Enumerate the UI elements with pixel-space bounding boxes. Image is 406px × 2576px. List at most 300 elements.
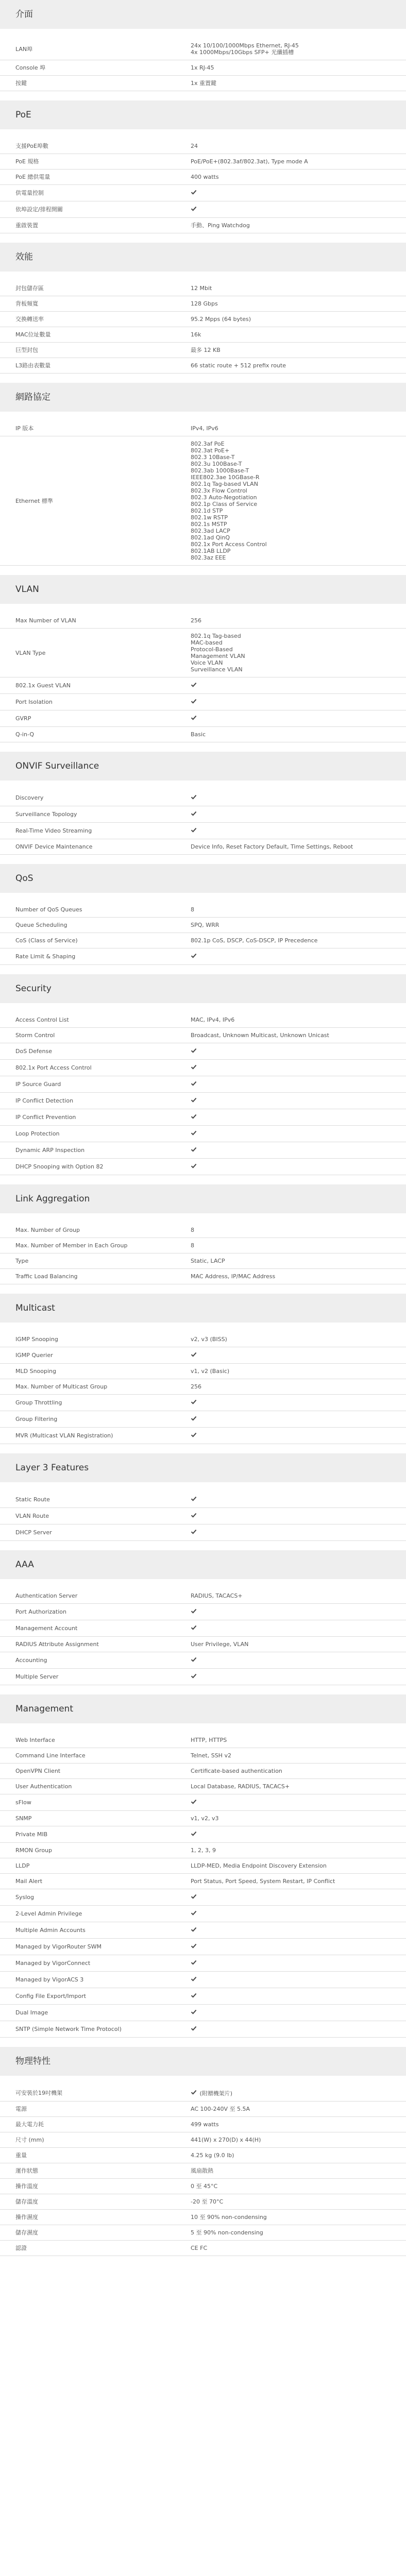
checkmark-icon <box>191 206 197 212</box>
spec-table <box>0 1323 406 1444</box>
spec-value <box>188 1843 406 1858</box>
spec-value <box>188 38 406 60</box>
spec-row <box>0 1906 406 1922</box>
spec-label: ONVIF Device Maintenance <box>0 839 188 855</box>
spec-value <box>188 1794 406 1811</box>
spec-row <box>0 1109 406 1126</box>
spec-value <box>188 629 406 677</box>
spec-label: Loop Protection <box>0 1126 188 1142</box>
spec-row <box>0 1012 406 1028</box>
spec-label: IGMP Snooping <box>0 1332 188 1347</box>
spec-value <box>188 296 406 312</box>
checkmark-icon <box>191 1976 197 1982</box>
spec-row <box>0 1858 406 1874</box>
spec-label: GVRP <box>0 710 188 727</box>
spec-value-line: -20 至 70°C <box>191 2198 224 2205</box>
spec-value <box>188 1492 406 1508</box>
spec-value <box>188 1733 406 1748</box>
section-title: ONVIF Surveillance <box>0 752 406 781</box>
spec-value <box>188 1637 406 1652</box>
spec-value-line: 802.3x Flow Control <box>191 487 247 494</box>
checkmark-icon <box>191 1163 197 1169</box>
spec-row <box>0 1379 406 1395</box>
spec-label: Discovery <box>0 790 188 806</box>
spec-label: 儲存溫度 <box>0 2194 188 2210</box>
section-title: AAA <box>0 1550 406 1579</box>
spec-value <box>188 694 406 710</box>
spec-value <box>188 948 406 965</box>
spec-value-line: 4x 1000Mbps/10Gbps SFP+ 光纖插槽 <box>191 49 294 56</box>
spec-label: 2-Level Admin Privilege <box>0 1906 188 1922</box>
spec-value-line: 1, 2, 3, 9 <box>191 1847 216 1854</box>
spec-section <box>0 383 406 566</box>
spec-label: 巨型封包 <box>0 343 188 358</box>
spec-value <box>188 1652 406 1669</box>
spec-row <box>0 1395 406 1411</box>
spec-value <box>188 1524 406 1541</box>
spec-label: Max. Number of Multicast Group <box>0 1379 188 1395</box>
spec-value-line: Protocol-Based <box>191 646 233 653</box>
spec-label: Managed by VigorConnect <box>0 1955 188 1972</box>
spec-label: 最大電力耗 <box>0 2117 188 2132</box>
spec-value <box>188 2163 406 2179</box>
spec-value <box>188 436 406 566</box>
spec-row <box>0 2117 406 2132</box>
spec-value-line: 最多 12 KB <box>191 347 221 353</box>
spec-value <box>188 2005 406 2021</box>
spec-row <box>0 948 406 965</box>
spec-value-line: 256 <box>191 1383 201 1390</box>
spec-value-line: RADIUS, TACACS+ <box>191 1592 243 1599</box>
spec-value <box>188 1028 406 1043</box>
spec-row <box>0 2085 406 2102</box>
spec-label: PoE 規格 <box>0 154 188 170</box>
spec-label: Group Filtering <box>0 1411 188 1428</box>
spec-value <box>188 1269 406 1284</box>
spec-row <box>0 1043 406 1060</box>
spec-value-line: 802.1w RSTP <box>191 514 228 521</box>
spec-value <box>188 327 406 343</box>
spec-label: Multiple Server <box>0 1669 188 1685</box>
spec-value <box>188 1874 406 1889</box>
spec-section <box>0 1453 406 1541</box>
spec-value-line: HTTP, HTTPS <box>191 1737 227 1743</box>
spec-value <box>188 1076 406 1093</box>
spec-row <box>0 1269 406 1284</box>
checkmark-icon <box>191 1926 197 1933</box>
checkmark-icon <box>191 1624 197 1631</box>
spec-row <box>0 839 406 855</box>
spec-label: Rate Limit & Shaping <box>0 948 188 965</box>
section-title: Security <box>0 974 406 1003</box>
spec-value-line: Management VLAN <box>191 653 245 659</box>
spec-row <box>0 436 406 566</box>
spec-label: User Authentication <box>0 1779 188 1794</box>
checkmark-icon <box>191 1113 197 1120</box>
spec-row <box>0 1826 406 1843</box>
spec-value <box>188 1588 406 1604</box>
spec-value <box>188 1012 406 1028</box>
spec-row <box>0 281 406 296</box>
spec-label: Group Throttling <box>0 1395 188 1411</box>
spec-value <box>188 1939 406 1955</box>
spec-label: OpenVPN Client <box>0 1764 188 1779</box>
spec-value-line: Telnet, SSH v2 <box>191 1752 231 1759</box>
spec-value <box>188 1955 406 1972</box>
spec-label: IGMP Querier <box>0 1347 188 1364</box>
spec-row <box>0 1238 406 1253</box>
spec-label: Number of QoS Queues <box>0 902 188 918</box>
spec-value <box>188 218 406 233</box>
spec-section <box>0 974 406 1175</box>
spec-row <box>0 1637 406 1652</box>
section-title: Management <box>0 1694 406 1723</box>
spec-value <box>188 2085 406 2102</box>
checkmark-icon <box>191 1496 197 1502</box>
spec-value <box>188 1223 406 1238</box>
checkmark-icon <box>191 1656 197 1663</box>
section-title: Layer 3 Features <box>0 1453 406 1482</box>
checkmark-icon <box>191 953 197 959</box>
checkmark-icon <box>191 1893 197 1900</box>
spec-value-line: Device Info, Reset Factory Default, Time Settings, Reboot <box>191 843 353 850</box>
spec-label: MLD Snooping <box>0 1364 188 1379</box>
spec-value <box>188 1142 406 1159</box>
spec-table <box>0 1723 406 2038</box>
spec-value-line: 16k <box>191 331 201 338</box>
spec-section <box>0 2047 406 2256</box>
spec-value <box>188 1620 406 1637</box>
spec-value-line: 95.2 Mpps (64 bytes) <box>191 316 251 323</box>
checkmark-icon <box>191 1673 197 1679</box>
spec-table <box>0 272 406 374</box>
spec-row <box>0 710 406 727</box>
spec-row <box>0 1955 406 1972</box>
spec-value-line: Broadcast, Unknown Multicast, Unknown Unicast <box>191 1032 329 1039</box>
spec-value-line: v1, v2, v3 <box>191 1815 219 1822</box>
spec-label: sFlow <box>0 1794 188 1811</box>
spec-row <box>0 2225 406 2241</box>
spec-label: Config File Export/Import <box>0 1988 188 2005</box>
spec-value <box>188 839 406 855</box>
spec-label: Authentication Server <box>0 1588 188 1604</box>
spec-value-line: 24x 10/100/1000Mbps Ethernet, RJ-45 <box>191 42 299 49</box>
spec-row <box>0 343 406 358</box>
spec-value <box>188 1379 406 1395</box>
spec-value-line: MAC Address, IP/MAC Address <box>191 1273 276 1280</box>
spec-row <box>0 1253 406 1269</box>
spec-value <box>188 1347 406 1364</box>
spec-value-line: v2, v3 (BISS) <box>191 1336 227 1343</box>
spec-value <box>188 60 406 76</box>
spec-label: 802.1x Port Access Control <box>0 1060 188 1076</box>
spec-value-line: Port Status, Port Speed, System Restart, IP Conflict <box>191 1878 335 1885</box>
spec-value-line: 441(W) x 270(D) x 44(H) <box>191 2137 261 2143</box>
spec-row <box>0 1922 406 1939</box>
spec-value-line: AC 100-240V 至 5.5A <box>191 2106 250 2112</box>
spec-row <box>0 1060 406 1076</box>
spec-row <box>0 1428 406 1444</box>
spec-label: 可安裝於19吋機架 <box>0 2085 188 2102</box>
spec-label: Command Line Interface <box>0 1748 188 1764</box>
spec-value-line: 802.3af PoE <box>191 440 225 447</box>
spec-label: Access Control List <box>0 1012 188 1028</box>
spec-value-line: 802.1p Class of Service <box>191 501 258 507</box>
spec-label: 重量 <box>0 2148 188 2163</box>
spec-value-line: 802.1q Tag-based <box>191 633 241 639</box>
spec-label: SNTP (Simple Network Time Protocol) <box>0 2021 188 2038</box>
spec-value-line: 802.1ad QinQ <box>191 534 230 541</box>
spec-value <box>188 727 406 742</box>
spec-label: Mail Alert <box>0 1874 188 1889</box>
spec-value-line: IPv4, IPv6 <box>191 425 218 432</box>
spec-row <box>0 421 406 436</box>
spec-row <box>0 139 406 154</box>
spec-value-line: 802.1q Tag-based VLAN <box>191 481 258 487</box>
spec-row <box>0 1347 406 1364</box>
checkmark-icon <box>191 1080 197 1087</box>
spec-label: Storm Control <box>0 1028 188 1043</box>
spec-label: 支援PoE埠數 <box>0 139 188 154</box>
spec-value-line: CE FC <box>191 2245 208 2251</box>
spec-section <box>0 243 406 374</box>
spec-value-line: 0 至 45°C <box>191 2183 218 2190</box>
spec-label: IP 版本 <box>0 421 188 436</box>
checkmark-icon <box>191 1432 197 1438</box>
spec-value <box>188 2117 406 2132</box>
spec-label: Port Authorization <box>0 1604 188 1620</box>
spec-label: 交換轉送率 <box>0 312 188 327</box>
spec-value <box>188 823 406 839</box>
spec-label: MVR (Multicast VLAN Registration) <box>0 1428 188 1444</box>
spec-row <box>0 327 406 343</box>
spec-value <box>188 1889 406 1906</box>
spec-row <box>0 296 406 312</box>
spec-value <box>188 710 406 727</box>
spec-label: Max Number of VLAN <box>0 613 188 629</box>
spec-section <box>0 1550 406 1685</box>
spec-label: Max. Number of Group <box>0 1223 188 1238</box>
spec-row <box>0 1028 406 1043</box>
spec-value <box>188 1858 406 1874</box>
checkmark-icon <box>191 1799 197 1805</box>
spec-value <box>188 201 406 218</box>
spec-label: Managed by VigorACS 3 <box>0 1972 188 1988</box>
spec-row <box>0 1652 406 1669</box>
spec-label: Dynamic ARP Inspection <box>0 1142 188 1159</box>
spec-value-line: Surveillance VLAN <box>191 666 243 673</box>
spec-table <box>0 604 406 742</box>
spec-value <box>188 902 406 918</box>
spec-label: Max. Number of Member in Each Group <box>0 1238 188 1253</box>
checkmark-icon <box>191 1351 197 1358</box>
spec-label: RADIUS Attribute Assignment <box>0 1637 188 1652</box>
spec-row <box>0 1972 406 1988</box>
spec-label: Multiple Admin Accounts <box>0 1922 188 1939</box>
checkmark-icon <box>191 682 197 688</box>
spec-row <box>0 1364 406 1379</box>
spec-value <box>188 1826 406 1843</box>
section-title: 網路協定 <box>0 383 406 412</box>
spec-value <box>188 1922 406 1939</box>
spec-value <box>188 918 406 933</box>
checkmark-icon <box>191 1097 197 1103</box>
spec-value-line: 8 <box>191 906 194 913</box>
spec-row <box>0 629 406 677</box>
spec-row <box>0 2021 406 2038</box>
spec-label: Syslog <box>0 1889 188 1906</box>
checkmark-icon <box>191 1399 197 1405</box>
checkmark-icon <box>191 1943 197 1949</box>
spec-value <box>188 1238 406 1253</box>
spec-label: PoE 總供電量 <box>0 170 188 185</box>
spec-row <box>0 677 406 694</box>
spec-value <box>188 1253 406 1269</box>
spec-row <box>0 312 406 327</box>
spec-value-line: 802.3u 100Base-T <box>191 461 242 467</box>
checkmark-icon <box>191 1529 197 1535</box>
section-title: PoE <box>0 100 406 129</box>
spec-label: 依埠設定/排程開關 <box>0 201 188 218</box>
spec-table <box>0 129 406 233</box>
spec-row <box>0 1779 406 1794</box>
spec-value-line: 802.3at PoE+ <box>191 447 230 454</box>
spec-row <box>0 1988 406 2005</box>
spec-label: 按鍵 <box>0 76 188 91</box>
checkmark-icon <box>191 1910 197 1916</box>
spec-row <box>0 38 406 60</box>
spec-value <box>188 1811 406 1826</box>
spec-row <box>0 218 406 233</box>
spec-row <box>0 1889 406 1906</box>
checkmark-icon <box>191 1831 197 1837</box>
spec-value <box>188 1395 406 1411</box>
spec-value <box>188 1604 406 1620</box>
spec-value-line: Certificate-based authentication <box>191 1768 282 1774</box>
checkmark-icon <box>191 1064 197 1070</box>
checkmark-icon <box>191 2025 197 2031</box>
spec-value-line: (附贈機架片) <box>199 2090 233 2097</box>
spec-row <box>0 1093 406 1109</box>
spec-value <box>188 2021 406 2038</box>
spec-label: Management Account <box>0 1620 188 1637</box>
spec-row <box>0 2102 406 2117</box>
spec-row <box>0 1733 406 1748</box>
spec-row <box>0 790 406 806</box>
spec-value <box>188 358 406 374</box>
spec-value-line: 802.3ad LACP <box>191 528 230 534</box>
spec-section <box>0 1694 406 2038</box>
section-title: Multicast <box>0 1294 406 1323</box>
checkmark-icon <box>191 2009 197 2015</box>
checkmark-icon <box>191 1959 197 1965</box>
spec-value-line: 802.3ab 1000Base-T <box>191 467 249 474</box>
spec-label: Managed by VigorRouter SWM <box>0 1939 188 1955</box>
spec-value-line: 802.1s MSTP <box>191 521 227 528</box>
spec-value <box>188 1159 406 1175</box>
spec-label: 背板頻寬 <box>0 296 188 312</box>
spec-value-line: 24 <box>191 143 198 149</box>
spec-row <box>0 358 406 374</box>
spec-label: 供電量控制 <box>0 185 188 201</box>
spec-value-line: Voice VLAN <box>191 659 223 666</box>
spec-table <box>0 1213 406 1284</box>
checkmark-icon <box>191 1130 197 1136</box>
section-title: VLAN <box>0 575 406 604</box>
spec-label: Q-in-Q <box>0 727 188 742</box>
spec-row <box>0 2148 406 2163</box>
spec-value-line: 8 <box>191 1242 194 1249</box>
spec-section <box>0 752 406 855</box>
section-title: 效能 <box>0 243 406 272</box>
spec-value <box>188 1508 406 1524</box>
spec-value <box>188 677 406 694</box>
spec-value <box>188 2102 406 2117</box>
spec-label: Dual Image <box>0 2005 188 2021</box>
spec-value-line: v1, v2 (Basic) <box>191 1368 230 1375</box>
spec-value-line: 風扇散熱 <box>191 2167 213 2174</box>
spec-value <box>188 790 406 806</box>
spec-row <box>0 60 406 76</box>
spec-table <box>0 2076 406 2256</box>
spec-value-line: LLDP-MED, Media Endpoint Discovery Extension <box>191 1862 327 1869</box>
checkmark-icon <box>191 698 197 704</box>
spec-value-line: MAC, IPv4, IPv6 <box>191 1016 235 1023</box>
section-title: QoS <box>0 864 406 893</box>
spec-label: 尺寸 (mm) <box>0 2132 188 2148</box>
spec-label: IP Source Guard <box>0 1076 188 1093</box>
spec-row <box>0 1764 406 1779</box>
spec-section <box>0 0 406 91</box>
spec-row <box>0 2005 406 2021</box>
spec-row <box>0 1159 406 1175</box>
section-title: Link Aggregation <box>0 1184 406 1213</box>
spec-label: Private MIB <box>0 1826 188 1843</box>
spec-label: 儲存濕度 <box>0 2225 188 2241</box>
spec-row <box>0 2194 406 2210</box>
spec-value <box>188 343 406 358</box>
spec-row <box>0 2241 406 2256</box>
spec-label: VLAN Route <box>0 1508 188 1524</box>
spec-value-line: 499 watts <box>191 2121 219 2128</box>
spec-table <box>0 1482 406 1541</box>
spec-value <box>188 1906 406 1922</box>
spec-label: Ethernet 標準 <box>0 436 188 566</box>
spec-row <box>0 1811 406 1826</box>
spec-value-line: Local Database, RADIUS, TACACS+ <box>191 1783 290 1790</box>
spec-label: SNMP <box>0 1811 188 1826</box>
spec-row <box>0 76 406 91</box>
checkmark-icon <box>191 1146 197 1153</box>
spec-section <box>0 1184 406 1284</box>
spec-value-line: 802.1d STP <box>191 507 223 514</box>
section-title: 介面 <box>0 0 406 29</box>
spec-value <box>188 1109 406 1126</box>
spec-row <box>0 1076 406 1093</box>
spec-value-line: 手動、Ping Watchdog <box>191 222 250 229</box>
spec-value <box>188 1126 406 1142</box>
spec-label: VLAN Type <box>0 629 188 677</box>
spec-value-line: 1x 重置鍵 <box>191 80 217 87</box>
checkmark-icon <box>191 827 197 833</box>
spec-value <box>188 421 406 436</box>
spec-value-line: 802.3 Auto-Negotiation <box>191 494 257 501</box>
section-title: 物理特性 <box>0 2047 406 2076</box>
spec-row <box>0 154 406 170</box>
spec-row <box>0 1794 406 1811</box>
spec-value <box>188 2210 406 2225</box>
checkmark-icon <box>191 1047 197 1054</box>
